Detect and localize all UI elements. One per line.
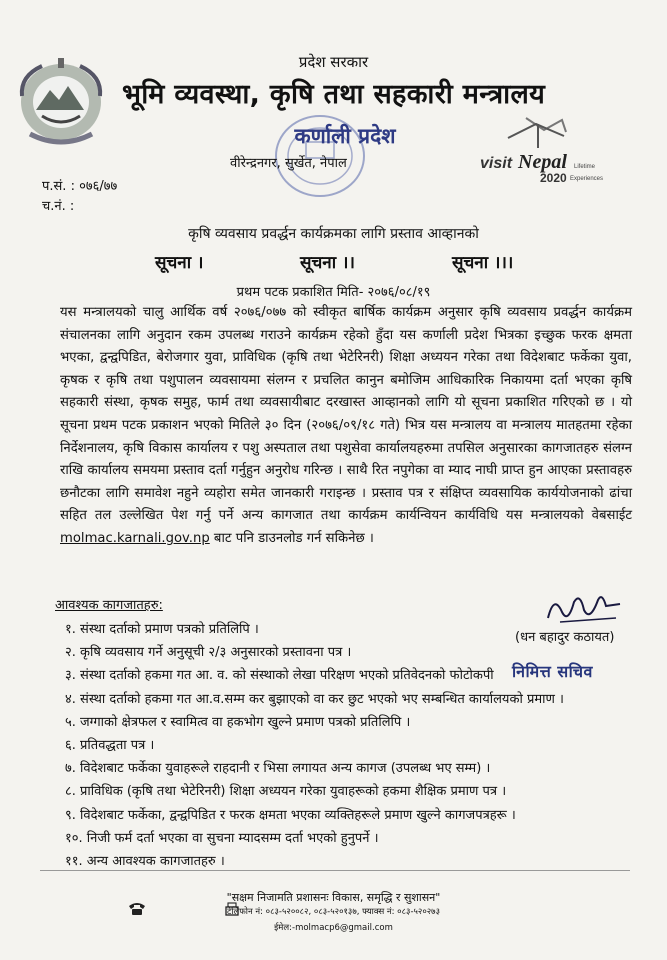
signatory-title: निमित्त सचिव — [512, 662, 593, 681]
notice-word-3: सूचना ।।। — [452, 253, 514, 273]
body-text-1: यस मन्त्रालयको चालु आर्थिक वर्ष २०७६/०७७ को स्वीकृत बार्षिक कार्यक्रम अनुसार कृषि व्यवसाय प्रवर्द्धन कार्यक्रम संचालनका लागि अनुदान रकम उपलब्ध गराउने कार्यक्रम रहेको हुँदा यस कर्णाली प्रदेश भित्रका इच्छुक फरक क्षमता भएका, द्वन्द्वपिडित, बेरोजगार युवा, प्राविधिक (कृषि तथा भेटेरिनरी) शिक्षा अध्ययन गरेका तथा विदेशबाट फर्केका युवा, कृषक र कृषि तथा पशुपालन व्यवसायमा संलग्न र प्रचलित कानुन बमोजिम आधिकारिक निकायमा दर्ता भएका कृषि सहकारी संस्था, कृषक समुह, फार्म तथा व्यवसायीबाट दरखास्त आव्हानको लागि यो सूचना प्रकाशित गरिएको छ । यो सूचना प्रथम पटक प्रकाशन भएको मितिले ३० दिन (२०७६/०९/१८ गते) भित्र यस मन्त्रालय वा मन्त्रालय मातहतमा रहेका निर्देशनालय, कृषि विकास कार्यालय र पशु अस्पताल तथा पशुसेवा कार्यालयहरुमा तपसिल अनुसारका कागजातहरु संलग्न राखि कार्यालय समयमा प्रस्ताव दर्ता गर्नुहुन अनुरोध गरिन्छ । साथै रित नपुगेका वा म्याद नाघी प्राप्त हुन आएका प्रस्तावहरु छनौटका लागि समावेश नहुने व्यहोरा समेत जानकारी गराइन्छ । प्रस्ताव पत्र र संक्षिप्त व्यवसायिक कार्ययोजनाको ढांचा सहित तल उल्लेखित पेश गर्नु पर्ने अन्य कागजात तथा कार्यक्रम कार्यन्वियन कार्यविधि यस मन्त्रालयको वेबसाईट — [60, 305, 632, 524]
document-item: ९. विदेशबाट फर्केका, द्वन्द्वपिडित र फरक क्षमता भएका व्यक्तिहरूले प्रमाण खुल्ने कागजपत्रहरू । — [65, 807, 516, 823]
office-address: वीरेन्द्रनगर, सुर्खेत, नेपाल — [230, 156, 347, 171]
document-item: १०. निजी फर्म दर्ता भएका वा सुचना म्यादसम्म दर्ता भएको हुनुपर्ने । — [65, 830, 379, 846]
footer-motto: "सक्षम निजामति प्रशासनः विकास, समृद्धि र सुशासन" — [226, 891, 441, 904]
svg-text:visit: visit — [480, 155, 513, 172]
dispatch-number: च.नं. : — [42, 199, 75, 214]
notice-body — [60, 302, 632, 551]
document-item: ५. जग्गाको क्षेत्रफल र स्वामित्व वा हकभोग खुल्ने प्रमाण पत्रको प्रतिलिपि । — [65, 714, 411, 730]
notice-heading-row — [0, 250, 667, 274]
notice-word-1: सूचना । — [155, 253, 204, 273]
svg-text:Nepal: Nepal — [518, 151, 567, 173]
visit-nepal-2020-logo — [478, 108, 618, 188]
document-item: ७. विदेशबाट फर्केका युवाहरूले राहदानी र भिसा लगायत अन्य कागज (उपलब्ध भए सम्म) । — [65, 761, 491, 777]
body-text-2: बाट पनि डाउनलोड गर्न सकिनेछ । — [209, 530, 374, 546]
document-item: २. कृषि व्यवसाय गर्ने अनुसूची २/३ अनुसारको प्रस्तावना पत्र । — [65, 645, 352, 661]
footer-email: ईमेल:-molmacp6@gmail.com — [274, 923, 393, 933]
svg-text:2020: 2020 — [540, 171, 567, 185]
required-documents-heading: आवश्यक कागजातहरु: — [55, 598, 163, 613]
notice-subject: कृषि व्यवसाय प्रवर्द्धन कार्यक्रमका लागि प्रस्ताव आव्हानको — [188, 226, 479, 242]
svg-text:Experiences: Experiences — [570, 176, 604, 182]
signatory-name: (धन बहादुर कठायत) — [515, 630, 615, 645]
notice-word-2: सूचना ।। — [300, 253, 355, 273]
document-item: ६. प्रतिवद्धता पत्र । — [65, 738, 155, 754]
document-item: १. संस्था दर्ताको प्रमाण पत्रको प्रतिलिपि । — [65, 622, 259, 637]
state-name: कर्णाली प्रदेश — [294, 124, 396, 148]
footer-divider — [40, 870, 630, 871]
province-line: प्रदेश सरकार — [298, 53, 369, 71]
ministry-title: भूमि व्यवस्था, कृषि तथा सहकारी मन्त्रालय — [121, 79, 546, 110]
reference-number: प.सं. : ०७६/७७ — [42, 179, 118, 194]
required-documents-list — [65, 618, 625, 873]
document-item: ३. संस्था दर्ताको हकमा गत आ. व. को संस्थाको लेखा परिक्षण भएको प्रतिवेदनको फोटोकपी — [65, 668, 494, 684]
document-item: ११. अन्य आवश्यक कागजातहरु । — [65, 854, 225, 870]
website-link[interactable]: molmac.karnali.gov.np — [60, 530, 210, 546]
footer-phone: टेलिफोन नं: ०८३-५२००८२, ०८३-५२०१३७, फ्याक्स नं: ०८३-५२०२७३ — [226, 907, 441, 917]
document-item: ८. प्राविधिक (कृषि तथा भेटेरिनरी) शिक्षा अध्ययन गरेका युवाहरूको हकमा शैक्षिक प्रमाण पत्र । — [65, 784, 507, 800]
document-item: ४. संस्था दर्ताको हकमा गत आ.व.सम्म कर बुझाएको वा कर छुट भएको भए सम्बन्धित कार्यालयको प्रमाण । — [65, 691, 564, 707]
svg-text:Lifetime: Lifetime — [574, 164, 596, 170]
first-published-date: प्रथम पटक प्रकाशित मिति- २०७६/०८/१९ — [236, 285, 431, 300]
